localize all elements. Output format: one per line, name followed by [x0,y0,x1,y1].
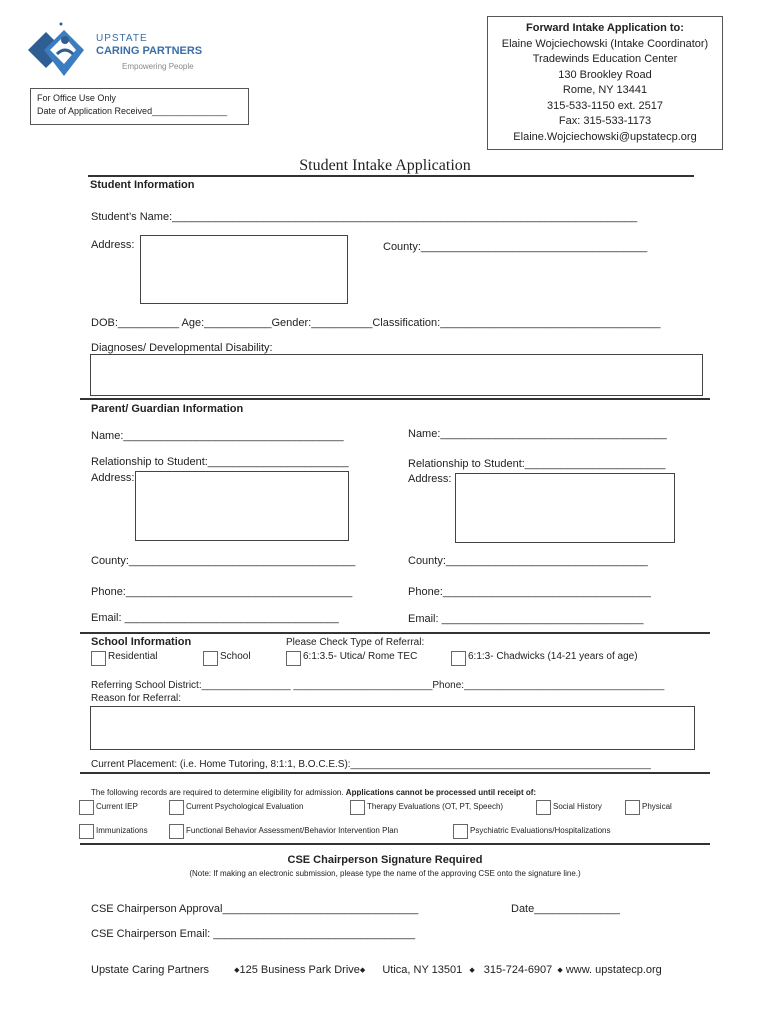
parent1-name-field[interactable]: Name:____________________________________ [91,430,344,442]
cse-heading: CSE Chairperson Signature Required [287,854,483,866]
footer-org: Upstate Caring Partners [91,964,209,976]
parent2-address-input[interactable] [455,473,675,543]
fba-bip-label: Functional Behavior Assessment/Behavior Intervention Plan [186,826,399,835]
immunizations-checkbox[interactable] [79,824,94,839]
records-section-rule [80,843,710,845]
logo [24,20,203,84]
social-history-checkbox[interactable] [536,800,551,815]
student-section-rule [80,398,710,400]
psychiatric-eval-label: Psychiatric Evaluations/Hospitalizations [470,826,611,835]
footer [91,964,711,976]
logo-tagline: Empowering People [122,62,194,71]
student-county-field[interactable]: County:_____________________________________ [383,241,648,253]
referral-type-label: Please Check Type of Referral: [286,637,425,648]
parent-heading: Parent/ Guardian Information [91,403,244,415]
records-note-text: The following records are required to determine eligibility for admission. [91,788,346,797]
diagnoses-input[interactable] [90,354,703,396]
reason-referral-input[interactable] [90,706,695,750]
utica-rome-checkbox[interactable] [286,651,301,666]
parent2-email-field[interactable]: Email: _________________________________ [408,613,644,625]
student-address-input[interactable] [140,235,348,304]
physical-checkbox[interactable] [625,800,640,815]
forward-line: 130 Brookley Road [558,68,652,81]
parent2-phone-field[interactable]: Phone:__________________________________ [408,586,651,598]
logo-title: UPSTATE [96,33,148,44]
records-note [91,788,536,797]
parent-section-rule [80,632,710,634]
forward-line: Elaine Wojciechowski (Intake Coordinator) [501,37,709,50]
therapy-eval-checkbox[interactable] [350,800,365,815]
school-heading: School Information [91,636,192,648]
school-section-rule [80,772,710,774]
cse-approval-field[interactable]: CSE Chairperson Approval________________________________ [91,903,419,915]
chadwicks-checkbox[interactable] [451,651,466,666]
footer-web[interactable]: www. upstatecp.org [565,964,662,976]
parent1-relationship-field[interactable]: Relationship to Student:_______________________ [91,456,349,468]
student-heading: Student Information [90,179,195,191]
social-history-label: Social History [553,802,602,811]
parent1-address-label: Address: [91,472,135,484]
immunizations-label: Immunizations [96,826,148,835]
diamond-icon: ◆ [469,967,475,975]
title-rule [88,175,694,177]
cse-date-field[interactable]: Date______________ [511,903,620,915]
logo-mark-icon [24,20,94,84]
footer-city: Utica, NY 13501 [382,964,463,976]
diamond-icon: ◆ [234,967,240,975]
parent1-phone-field[interactable]: Phone:_____________________________________ [91,586,353,598]
residential-checkbox[interactable] [91,651,106,666]
parent2-relationship-field[interactable]: Relationship to Student:_______________________ [408,458,666,470]
forward-line: Fax: 315-533-1173 [558,115,652,127]
diagnoses-label: Diagnoses/ Developmental Disability: [91,342,273,354]
forward-intake-box [487,16,723,150]
footer-phone: 315-724-6907 [483,964,553,976]
utica-rome-label: 6:1:3.5- Utica/ Rome TEC [303,651,418,662]
psychiatric-eval-checkbox[interactable] [453,824,468,839]
parent1-county-field[interactable]: County:_____________________________________ [91,555,356,567]
therapy-eval-label: Therapy Evaluations (OT, PT, Speech) [367,802,504,811]
parent1-email-field[interactable]: Email: ___________________________________ [91,612,339,624]
logo-subtitle: CARING PARTNERS [96,45,203,57]
fba-bip-checkbox[interactable] [169,824,184,839]
reason-referral-label: Reason for Referral: [91,693,182,704]
parent2-county-field[interactable]: County:_________________________________ [408,555,648,567]
student-dob-line[interactable]: DOB:__________ Age:___________Gender:__________Classification:____________________________________ [91,317,661,329]
current-placement-line[interactable]: Current Placement: (i.e. Home Tutoring, 8:1:1, B.O.C.E.S):______________________________________________________ [91,759,651,770]
referring-district-line[interactable]: Referring School District:________________ _________________________Phone:____________________________________ [91,680,665,691]
diamond-icon: ◆ [359,967,366,975]
forward-line: Tradewinds Education Center [532,53,678,65]
diamond-icon: ◆ [557,967,563,975]
psych-eval-checkbox[interactable] [169,800,184,815]
school-label: School [220,651,251,662]
cse-email-field[interactable]: CSE Chairperson Email: _________________________________ [91,928,416,940]
residential-label: Residential [108,651,158,662]
student-name-field[interactable]: Student’s Name:____________________________________________________________________________ [91,211,638,223]
cse-note: (Note: If making an electronic submission, please type the name of the approving CSE onto the signature line.) [189,869,581,878]
current-iep-checkbox[interactable] [79,800,94,815]
form-title: Student Intake Application [299,157,471,174]
footer-address: 125 Business Park Drive [239,964,360,976]
parent1-address-input[interactable] [135,471,349,541]
parent2-address-label: Address: [408,473,452,485]
forward-line: Rome, NY 13441 [562,84,648,96]
forward-email: Elaine.Wojciechowski@upstatecp.org [513,130,697,143]
parent2-name-field[interactable]: Name:_____________________________________ [408,428,667,440]
student-address-label: Address: [91,239,135,251]
school-checkbox[interactable] [203,651,218,666]
forward-line: 315-533-1150 ext. 2517 [547,99,663,112]
physical-label: Physical [642,802,672,811]
office-use-box [30,88,249,125]
office-use-label: For Office Use Only [37,93,116,103]
date-received-field[interactable]: Date of Application Received_______________ [37,106,228,116]
records-note-bold: Applications cannot be processed until receipt of: [345,788,537,797]
current-iep-label: Current IEP [96,802,138,811]
chadwicks-label: 6:1:3- Chadwicks (14-21 years of age) [468,651,638,662]
psych-eval-label: Current Psychological Evaluation [186,802,304,811]
forward-heading: Forward Intake Application to: [526,22,684,34]
